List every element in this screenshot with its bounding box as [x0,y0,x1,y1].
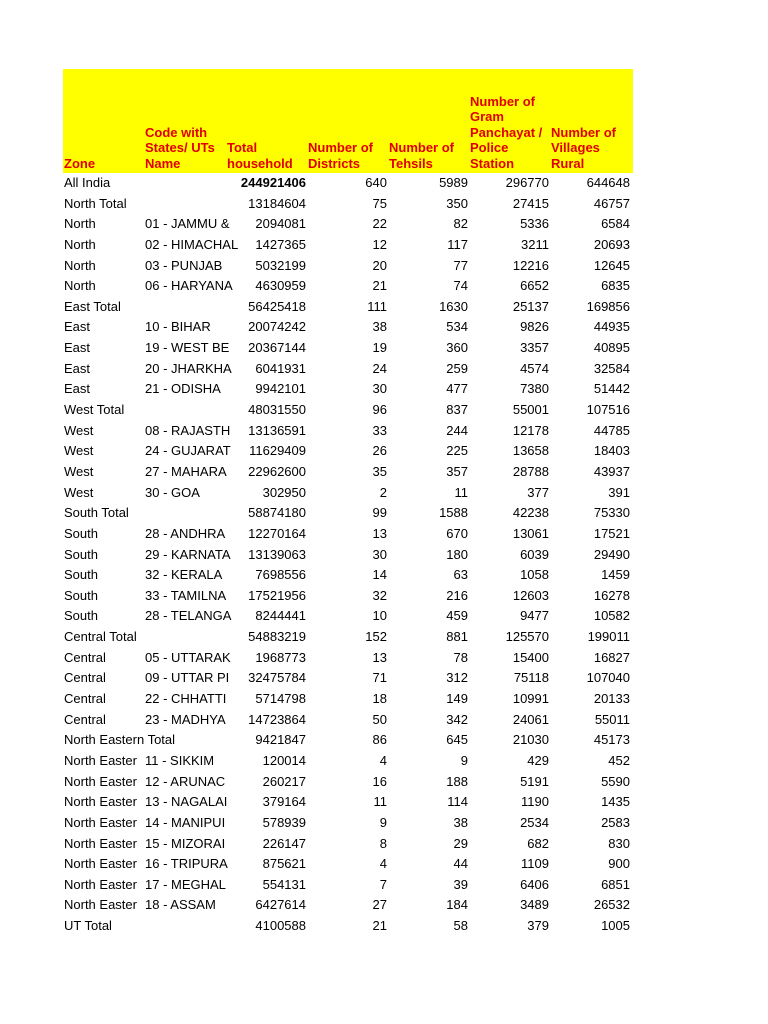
state-code-cell[interactable]: 05 - UTTARAK [145,649,231,665]
household-cell[interactable]: 302950 [262,484,306,500]
gram-panchayat-cell[interactable]: 55001 [512,402,549,418]
villages-cell[interactable]: 644648 [586,175,630,190]
villages-cell[interactable]: 26532 [593,897,630,913]
household-cell[interactable]: 12270164 [248,525,306,541]
gram-panchayat-cell[interactable]: 27415 [512,195,549,211]
table-row [63,854,633,875]
table-row [63,276,633,297]
table-row [63,256,633,277]
state-code-cell[interactable]: 13 - NAGALAI [145,794,228,810]
tehsils-cell[interactable]: 44 [453,856,468,872]
table-row [63,648,633,669]
tehsils-cell[interactable]: 29 [453,835,468,851]
tehsils-cell[interactable]: 9 [460,752,468,768]
villages-cell[interactable]: 44785 [593,422,630,438]
districts-cell[interactable]: 35 [372,463,387,479]
household-cell[interactable]: 120014 [262,752,306,768]
villages-cell[interactable]: 29490 [593,546,630,562]
header-tehsils[interactable]: Number of Tehsils [389,140,454,171]
tehsils-cell[interactable]: 149 [446,691,468,707]
districts-cell[interactable]: 21 [372,278,387,294]
table-row [63,421,633,442]
gram-panchayat-cell[interactable]: 75118 [513,670,549,686]
districts-cell[interactable]: 20 [372,257,387,273]
household-cell[interactable]: 13184604 [248,195,306,211]
state-code-cell[interactable]: 06 - HARYANA [145,278,233,294]
zone-cell[interactable]: North [64,236,96,252]
tehsils-cell[interactable]: 74 [453,278,468,294]
districts-cell[interactable]: 7 [379,876,387,892]
districts-cell[interactable]: 21 [372,918,387,934]
villages-cell[interactable]: 20693 [593,236,630,252]
zone-cell[interactable]: North Easter [64,856,137,872]
tehsils-cell[interactable]: 188 [446,773,468,789]
gram-panchayat-cell[interactable]: 12216 [512,257,549,273]
zone-cell[interactable]: North Easter [64,897,137,913]
gram-panchayat-cell[interactable]: 4574 [520,360,549,376]
tehsils-cell[interactable]: 357 [446,463,468,479]
table-row [63,813,633,834]
villages-cell[interactable]: 6835 [601,278,630,294]
tehsils-cell[interactable]: 77 [453,257,468,273]
table-row [63,317,633,338]
tehsils-cell[interactable]: 645 [446,732,468,748]
table-row [63,895,633,916]
districts-cell[interactable]: 4 [379,856,387,872]
tehsils-cell[interactable]: 837 [446,402,468,418]
villages-cell[interactable]: 6851 [601,876,630,892]
table-row [63,503,633,524]
districts-cell[interactable]: 22 [372,216,387,232]
table-row [63,875,633,896]
zone-cell[interactable]: Central [64,691,106,707]
household-cell[interactable]: 58874180 [248,505,306,521]
state-code-cell[interactable]: 10 - BIHAR [145,319,211,335]
gram-panchayat-cell[interactable]: 1058 [520,567,549,583]
zone-cell[interactable]: South [64,608,98,624]
state-code-cell[interactable]: 29 - KARNATA [145,546,231,562]
tehsils-cell[interactable]: 58 [453,918,468,934]
table-row [63,730,633,751]
household-cell[interactable]: 7698556 [255,567,306,583]
districts-cell[interactable]: 14 [372,567,387,583]
household-cell[interactable]: 260217 [262,773,306,789]
header-zone[interactable]: Zone [64,155,96,171]
household-cell[interactable]: 54883219 [248,629,306,645]
state-code-cell[interactable]: 08 - RAJASTH [145,422,231,438]
gram-panchayat-cell[interactable]: 21030 [512,732,549,748]
gram-panchayat-cell[interactable]: 25137 [512,298,549,314]
household-cell[interactable]: 244921406 [240,175,306,190]
districts-cell[interactable]: 12 [372,236,387,252]
household-cell[interactable]: 5714798 [255,691,306,707]
zone-cell[interactable]: North [64,278,96,294]
zone-cell[interactable]: East Total [64,298,121,314]
districts-cell[interactable]: 11 [373,794,387,810]
zone-cell[interactable]: South [64,567,98,583]
villages-cell[interactable]: 16827 [593,649,630,665]
districts-cell[interactable]: 96 [372,402,387,418]
household-cell[interactable]: 1427365 [255,236,306,252]
state-code-cell[interactable]: 17 - MEGHAL [145,876,226,892]
zone-cell[interactable]: South Total [64,505,129,521]
villages-cell[interactable]: 452 [608,752,630,768]
table-row [63,297,633,318]
household-cell[interactable]: 6427614 [255,897,306,913]
header-districts[interactable]: Number of Districts [308,140,373,171]
zone-cell[interactable]: North Easter [64,835,137,851]
districts-cell[interactable]: 19 [372,340,387,356]
zone-cell[interactable]: North Easter [64,773,137,789]
districts-cell[interactable]: 32 [372,587,387,603]
tehsils-cell[interactable]: 38 [453,814,468,830]
zone-cell[interactable]: West Total [64,402,125,418]
gram-panchayat-cell[interactable]: 377 [527,484,549,500]
villages-cell[interactable]: 32584 [593,360,630,376]
tehsils-cell[interactable]: 1630 [439,298,468,314]
gram-panchayat-cell[interactable]: 15400 [512,649,549,665]
gram-panchayat-cell[interactable]: 13658 [512,443,549,459]
gram-panchayat-cell[interactable]: 6652 [520,278,549,294]
table-row [63,565,633,586]
state-code-cell[interactable]: 01 - JAMMU & [145,216,230,232]
tehsils-cell[interactable]: 78 [453,649,468,665]
zone-cell[interactable]: South [64,546,98,562]
gram-panchayat-cell[interactable]: 1109 [521,856,549,872]
tehsils-cell[interactable]: 114 [447,794,468,810]
villages-cell[interactable]: 900 [608,856,630,872]
gram-panchayat-cell[interactable]: 2534 [520,814,549,830]
state-code-cell[interactable]: 09 - UTTAR PI [145,670,230,686]
table-row [63,462,633,483]
zone-cell[interactable]: East [64,381,91,397]
zone-cell[interactable]: South [64,525,98,541]
tehsils-cell[interactable]: 670 [446,525,468,541]
districts-cell[interactable]: 4 [379,752,387,768]
gram-panchayat-cell[interactable]: 296770 [505,175,549,190]
villages-cell[interactable]: 169856 [586,298,630,314]
villages-cell[interactable]: 18403 [593,443,630,459]
gram-panchayat-cell[interactable]: 5191 [520,773,549,789]
zone-cell[interactable]: Central [64,711,106,727]
villages-cell[interactable]: 40895 [593,340,630,356]
villages-cell[interactable]: 46757 [593,195,630,211]
zone-cell[interactable]: North [64,257,96,273]
villages-cell[interactable]: 10582 [593,608,630,624]
gram-panchayat-cell[interactable]: 6039 [520,546,549,562]
tehsils-cell[interactable]: 39 [453,876,468,892]
household-cell[interactable]: 1968773 [255,649,306,665]
table-row [63,627,633,648]
household-cell[interactable]: 554131 [262,876,306,892]
villages-cell[interactable]: 1459 [601,567,630,583]
tehsils-cell[interactable]: 63 [453,567,468,583]
household-cell[interactable]: 379164 [262,794,306,810]
household-cell[interactable]: 11629409 [249,443,306,459]
household-cell[interactable]: 5032199 [255,257,306,273]
zone-cell[interactable]: North Eastern Total [64,732,176,748]
villages-cell[interactable]: 44935 [593,319,630,335]
table-row [63,173,633,194]
zone-cell[interactable]: North Easter [64,814,137,830]
spreadsheet-table [63,69,633,937]
gram-panchayat-cell[interactable]: 12603 [512,587,549,603]
tehsils-cell[interactable]: 459 [446,608,468,624]
household-cell[interactable]: 56425418 [248,298,306,314]
zone-cell[interactable]: North Easter [64,752,137,768]
districts-cell[interactable]: 50 [372,711,387,727]
state-code-cell[interactable]: 22 - CHHATTI [145,691,227,707]
gram-panchayat-cell[interactable]: 7380 [520,381,549,397]
villages-cell[interactable]: 20133 [593,691,630,707]
zone-cell[interactable]: West [64,463,94,479]
state-code-cell[interactable]: 30 - GOA [145,484,200,500]
household-cell[interactable]: 4630959 [255,278,306,294]
household-cell[interactable]: 20367144 [248,340,306,356]
villages-cell[interactable]: 45173 [593,732,630,748]
table-row [63,400,633,421]
state-code-cell[interactable]: 20 - JHARKHA [145,360,232,376]
zone-cell[interactable]: East [64,340,91,356]
gram-panchayat-cell[interactable]: 3357 [520,340,549,356]
table-row [63,359,633,380]
household-cell[interactable]: 9942101 [255,381,306,397]
household-cell[interactable]: 14723864 [248,711,306,727]
household-cell[interactable]: 2094081 [255,216,306,232]
tehsils-cell[interactable]: 11 [454,484,468,500]
table-row [63,606,633,627]
gram-panchayat-cell[interactable]: 429 [527,752,549,768]
villages-cell[interactable]: 12645 [593,257,630,273]
districts-cell[interactable]: 640 [365,175,387,190]
state-code-cell[interactable]: 02 - HIMACHAL [145,236,239,252]
zone-cell[interactable]: Central [64,649,106,665]
districts-cell[interactable]: 2 [379,484,387,500]
villages-cell[interactable]: 5590 [601,773,630,789]
table-row [63,483,633,504]
villages-cell[interactable]: 17521 [593,525,630,541]
gram-panchayat-cell[interactable]: 9477 [520,608,549,624]
tehsils-cell[interactable]: 184 [446,897,468,913]
header-code[interactable]: Code with States/ UTs Name [145,124,215,171]
districts-cell[interactable]: 18 [372,691,387,707]
table-row [63,792,633,813]
gram-panchayat-cell[interactable]: 6406 [520,876,549,892]
household-cell[interactable]: 226147 [262,835,306,851]
villages-cell[interactable]: 1005 [601,918,630,934]
villages-cell[interactable]: 43937 [593,463,630,479]
table-row [63,524,633,545]
zone-cell[interactable]: East [64,319,91,335]
household-cell[interactable]: 875621 [262,856,306,872]
table-row [63,772,633,793]
tehsils-cell[interactable]: 117 [447,236,468,252]
table-row [63,379,633,400]
zone-cell[interactable]: West [64,443,94,459]
table-row [63,751,633,772]
state-code-cell[interactable]: 32 - KERALA [145,567,223,583]
districts-cell[interactable]: 8 [379,835,387,851]
districts-cell[interactable]: 16 [372,773,387,789]
gram-panchayat-cell[interactable]: 9826 [520,319,549,335]
districts-cell[interactable]: 75 [372,195,387,211]
tehsils-cell[interactable]: 5989 [439,175,468,190]
districts-cell[interactable]: 10 [372,608,387,624]
state-code-cell[interactable]: 27 - MAHARA [145,463,227,479]
header-household[interactable]: Total household [227,140,293,171]
villages-cell[interactable]: 55011 [594,711,630,727]
districts-cell[interactable]: 33 [372,422,387,438]
gram-panchayat-cell[interactable]: 682 [527,835,549,851]
tehsils-cell[interactable]: 881 [446,629,468,645]
zone-cell[interactable]: North [64,216,96,232]
villages-cell[interactable]: 51442 [593,381,630,397]
gram-panchayat-cell[interactable]: 125570 [505,629,549,645]
state-code-cell[interactable]: 16 - TRIPURA [145,856,228,872]
table-row [63,710,633,731]
districts-cell[interactable]: 111 [367,298,387,314]
state-code-cell[interactable]: 19 - WEST BE [145,340,230,356]
villages-cell[interactable]: 107516 [586,402,630,418]
zone-cell[interactable]: Central [64,670,106,686]
table-row [63,668,633,689]
zone-cell[interactable]: North Easter [64,794,137,810]
table-row [63,235,633,256]
state-code-cell[interactable]: 21 - ODISHA [145,381,221,397]
table-row [63,545,633,566]
tehsils-cell[interactable]: 350 [446,195,468,211]
household-cell[interactable]: 13139063 [248,546,306,562]
header-row [63,69,633,173]
villages-cell[interactable]: 199011 [587,629,630,645]
gram-panchayat-cell[interactable]: 13061 [512,525,549,541]
state-code-cell[interactable]: 28 - ANDHRA [145,525,226,541]
zone-cell[interactable]: South [64,587,98,603]
gram-panchayat-cell[interactable]: 3211 [521,236,549,252]
villages-cell[interactable]: 107040 [586,670,630,686]
zone-cell[interactable]: West [64,422,94,438]
tehsils-cell[interactable]: 534 [446,319,468,335]
table-row [63,916,633,937]
districts-cell[interactable]: 30 [372,381,387,397]
gram-panchayat-cell[interactable]: 24061 [512,711,549,727]
state-code-cell[interactable]: 12 - ARUNAC [145,773,226,789]
state-code-cell[interactable]: 28 - TELANGA [145,608,232,624]
districts-cell[interactable]: 26 [372,443,387,459]
districts-cell[interactable]: 30 [372,546,387,562]
gram-panchayat-cell[interactable]: 1190 [521,794,549,810]
table-row [63,194,633,215]
districts-cell[interactable]: 99 [372,505,387,521]
districts-cell[interactable]: 13 [372,649,387,665]
household-cell[interactable]: 4100588 [255,918,306,934]
tehsils-cell[interactable]: 477 [446,381,468,397]
gram-panchayat-cell[interactable]: 42238 [512,505,549,521]
state-code-cell[interactable]: 14 - MANIPUI [145,814,226,830]
districts-cell[interactable]: 38 [372,319,387,335]
tehsils-cell[interactable]: 225 [446,443,468,459]
table-row [63,834,633,855]
zone-cell[interactable]: Central Total [64,629,137,645]
gram-panchayat-cell[interactable]: 3489 [520,897,549,913]
districts-cell[interactable]: 86 [372,732,387,748]
state-code-cell[interactable]: 23 - MADHYA [145,711,226,727]
household-cell[interactable]: 22962600 [248,463,306,479]
zone-cell[interactable]: UT Total [64,918,112,934]
household-cell[interactable]: 9421847 [255,732,306,748]
villages-cell[interactable]: 6584 [601,216,630,232]
villages-cell[interactable]: 75330 [593,505,630,521]
table-row [63,441,633,462]
villages-cell[interactable]: 391 [608,484,630,500]
districts-cell[interactable]: 27 [372,897,387,913]
tehsils-cell[interactable]: 82 [453,216,468,232]
table-row [63,689,633,710]
tehsils-cell[interactable]: 342 [446,711,468,727]
gram-panchayat-cell[interactable]: 379 [527,918,549,934]
state-code-cell[interactable]: 18 - ASSAM [145,897,216,913]
table-row [63,338,633,359]
table-row [63,586,633,607]
gram-panchayat-cell[interactable]: 10991 [512,691,549,707]
table-row [63,214,633,235]
zone-cell[interactable]: North Easter [64,876,137,892]
districts-cell[interactable]: 71 [372,670,387,686]
districts-cell[interactable]: 24 [372,360,387,376]
gram-panchayat-cell[interactable]: 12178 [512,422,549,438]
household-cell[interactable]: 8244441 [255,608,306,624]
household-cell[interactable]: 17521956 [248,587,306,603]
zone-cell[interactable]: All India [64,175,111,190]
table-body [63,173,633,937]
tehsils-cell[interactable]: 259 [446,360,468,376]
household-cell[interactable]: 578939 [262,814,306,830]
tehsils-cell[interactable]: 1588 [439,505,468,521]
tehsils-cell[interactable]: 312 [446,670,468,686]
state-code-cell[interactable]: 11 - SIKKIM [145,752,215,768]
districts-cell[interactable]: 9 [379,814,387,830]
header-gram-panchayat[interactable]: Number of Gram Panchayat / Police Station [470,93,543,171]
villages-cell[interactable]: 1435 [601,794,630,810]
tehsils-cell[interactable]: 244 [446,422,468,438]
zone-cell[interactable]: North Total [64,195,127,211]
gram-panchayat-cell[interactable]: 5336 [520,216,549,232]
state-code-cell[interactable]: 24 - GUJARAT [145,443,231,459]
villages-cell[interactable]: 830 [608,835,630,851]
household-cell[interactable]: 48031550 [248,402,306,418]
state-code-cell[interactable]: 15 - MIZORAI [145,835,226,851]
gram-panchayat-cell[interactable]: 28788 [512,463,549,479]
villages-cell[interactable]: 2583 [601,814,630,830]
state-code-cell[interactable]: 03 - PUNJAB [145,257,223,273]
header-villages[interactable]: Number of Villages Rural [551,124,616,171]
zone-cell[interactable]: East [64,360,91,376]
districts-cell[interactable]: 152 [365,629,387,645]
tehsils-cell[interactable]: 360 [446,340,468,356]
tehsils-cell[interactable]: 216 [446,587,468,603]
household-cell[interactable]: 20074242 [248,319,306,335]
household-cell[interactable]: 32475784 [248,670,306,686]
state-code-cell[interactable]: 33 - TAMILNA [145,587,227,603]
tehsils-cell[interactable]: 180 [446,546,468,562]
districts-cell[interactable]: 13 [372,525,387,541]
household-cell[interactable]: 6041931 [255,360,306,376]
zone-cell[interactable]: West [64,484,94,500]
villages-cell[interactable]: 16278 [593,587,630,603]
household-cell[interactable]: 13136591 [248,422,306,438]
